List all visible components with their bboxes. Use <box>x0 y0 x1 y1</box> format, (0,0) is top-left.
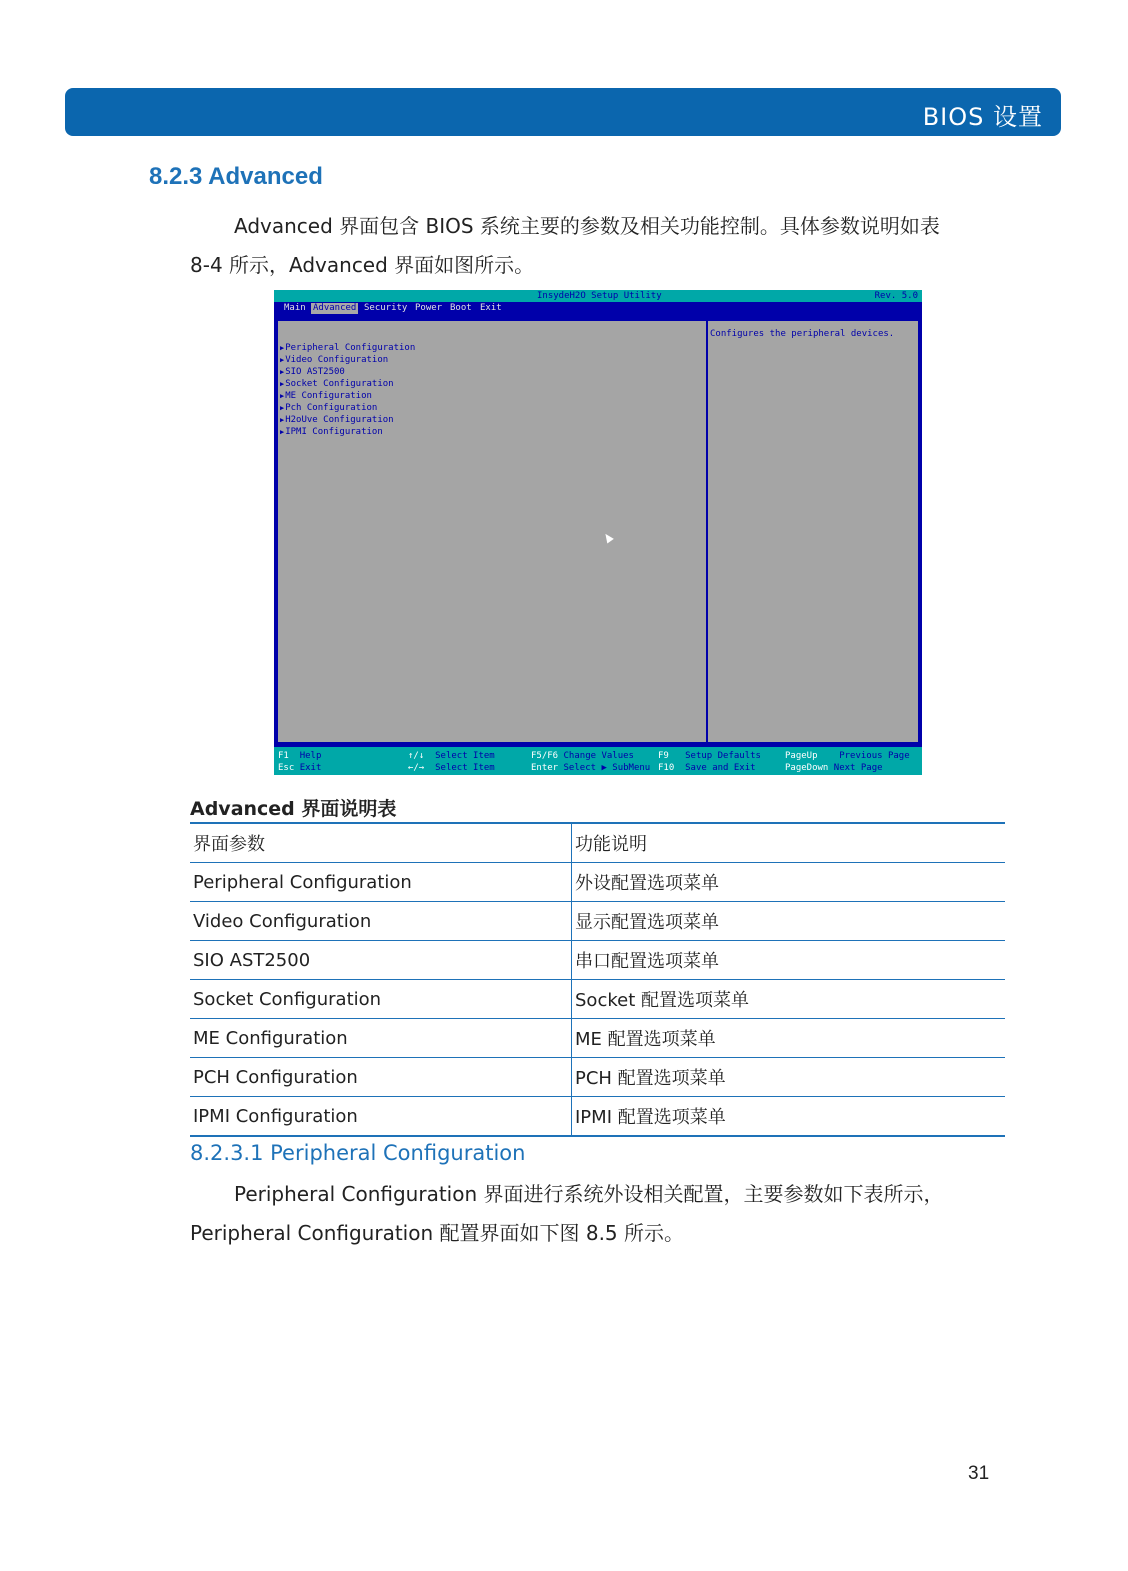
submenu-arrow-icon: ▶ <box>280 428 285 436</box>
submenu-arrow-icon: ▶ <box>280 356 285 364</box>
bios-tab-power[interactable]: Power <box>415 303 443 313</box>
table-cell-param: ME Configuration <box>190 1019 572 1058</box>
bios-item-video[interactable]: ▶Video Configuration <box>280 355 389 365</box>
bios-item-socket[interactable]: ▶Socket Configuration <box>280 379 394 389</box>
footer-group-change: F5/F6 Change Values Enter Select ▶ SubMenu <box>531 751 651 773</box>
header-title: BIOS 设置 <box>922 103 1043 131</box>
table-cell-desc: Socket 配置选项菜单 <box>572 980 1006 1019</box>
table-header-cell: 界面参数 <box>190 823 572 863</box>
table-cell-desc: 串口配置选项菜单 <box>572 941 1006 980</box>
bios-help-panel <box>707 320 919 743</box>
table-cell-desc: IPMI 配置选项菜单 <box>572 1097 1006 1137</box>
table-cell-param: SIO AST2500 <box>190 941 572 980</box>
submenu-arrow-icon: ▶ <box>280 368 285 376</box>
bios-item-peripheral[interactable]: ▶Peripheral Configuration <box>280 343 416 353</box>
submenu-arrow-icon: ▶ <box>280 344 285 352</box>
mouse-cursor-icon <box>602 532 614 544</box>
header-bar <box>65 88 1061 136</box>
advanced-table <box>190 822 1005 1137</box>
subsection-title: 8.2.3.1 Peripheral Configuration <box>190 1141 526 1165</box>
bios-tab-advanced[interactable]: Advanced <box>313 303 357 313</box>
table-cell-desc: ME 配置选项菜单 <box>572 1019 1006 1058</box>
table-row <box>190 1058 1005 1097</box>
subsection-line-2: Peripheral Configuration 配置界面如下图 8.5 所示。 <box>190 1221 685 1245</box>
bios-main-panel <box>277 320 707 743</box>
footer-group-page: PageUp Previous Page PageDown Next Page <box>785 751 910 773</box>
table-row <box>190 1019 1005 1058</box>
bios-titlebar <box>274 290 922 302</box>
table-row <box>190 902 1005 941</box>
table-cell-param: Socket Configuration <box>190 980 572 1019</box>
bios-item-pch[interactable]: ▶Pch Configuration <box>280 403 378 413</box>
footer-group-select: ↑/↓ Select Item ←/→ Select Item <box>408 751 495 773</box>
table-row <box>190 980 1005 1019</box>
bios-tab-exit[interactable]: Exit <box>480 303 502 313</box>
bios-tab-boot[interactable]: Boot <box>450 303 472 313</box>
table-header-row <box>190 823 1005 863</box>
submenu-arrow-icon: ▶ <box>280 380 285 388</box>
subsection-paragraph <box>190 1175 1008 1253</box>
submenu-arrow-icon: ▶ <box>280 392 285 400</box>
table-row <box>190 863 1005 902</box>
bios-item-ipmi[interactable]: ▶IPMI Configuration <box>280 427 383 437</box>
subsection-line-1: Peripheral Configuration 界面进行系统外设相关配置，主要参数如下表所示， <box>234 1182 944 1206</box>
bios-title: InsydeH2O Setup Utility <box>537 291 662 301</box>
bios-item-sio[interactable]: ▶SIO AST2500 <box>280 367 345 377</box>
bios-footer <box>274 747 922 775</box>
footer-group-defaults: F9 Setup Defaults F10 Save and Exit <box>658 751 761 773</box>
table-caption: Advanced 界面说明表 <box>190 798 397 820</box>
bios-tab-main[interactable]: Main <box>284 303 306 313</box>
table-row <box>190 941 1005 980</box>
table-cell-param: IPMI Configuration <box>190 1097 572 1137</box>
submenu-arrow-icon: ▶ <box>280 404 285 412</box>
table-cell-param: PCH Configuration <box>190 1058 572 1097</box>
table-cell-desc: PCH 配置选项菜单 <box>572 1058 1006 1097</box>
bios-help-text: Configures the peripheral devices. <box>710 329 895 339</box>
section-title: 8.2.3 Advanced <box>149 163 323 190</box>
page-number: 31 <box>968 1463 990 1484</box>
table-header-cell: 功能说明 <box>572 823 1006 863</box>
bios-tab-security[interactable]: Security <box>364 303 408 313</box>
intro-paragraph <box>190 207 1008 285</box>
table-row <box>190 1097 1005 1137</box>
table-cell-desc: 显示配置选项菜单 <box>572 902 1006 941</box>
bios-item-me[interactable]: ▶ME Configuration <box>280 391 372 401</box>
intro-line-1: Advanced 界面包含 BIOS 系统主要的参数及相关功能控制。具体参数说明如表 <box>234 214 940 238</box>
table-cell-desc: 外设配置选项菜单 <box>572 863 1006 902</box>
bios-item-h2oue[interactable]: ▶H2oUve Configuration <box>280 415 394 425</box>
bios-menu-list <box>280 342 415 438</box>
bios-screenshot <box>274 290 922 775</box>
bios-menubar <box>274 302 922 315</box>
table-cell-param: Peripheral Configuration <box>190 863 572 902</box>
footer-group-help: F1 Help Esc Exit <box>278 751 322 773</box>
submenu-arrow-icon: ▶ <box>280 416 285 424</box>
bios-revision: Rev. 5.0 <box>874 291 918 301</box>
table-cell-param: Video Configuration <box>190 902 572 941</box>
intro-line-2: 8-4 所示，Advanced 界面如图所示。 <box>190 253 535 277</box>
